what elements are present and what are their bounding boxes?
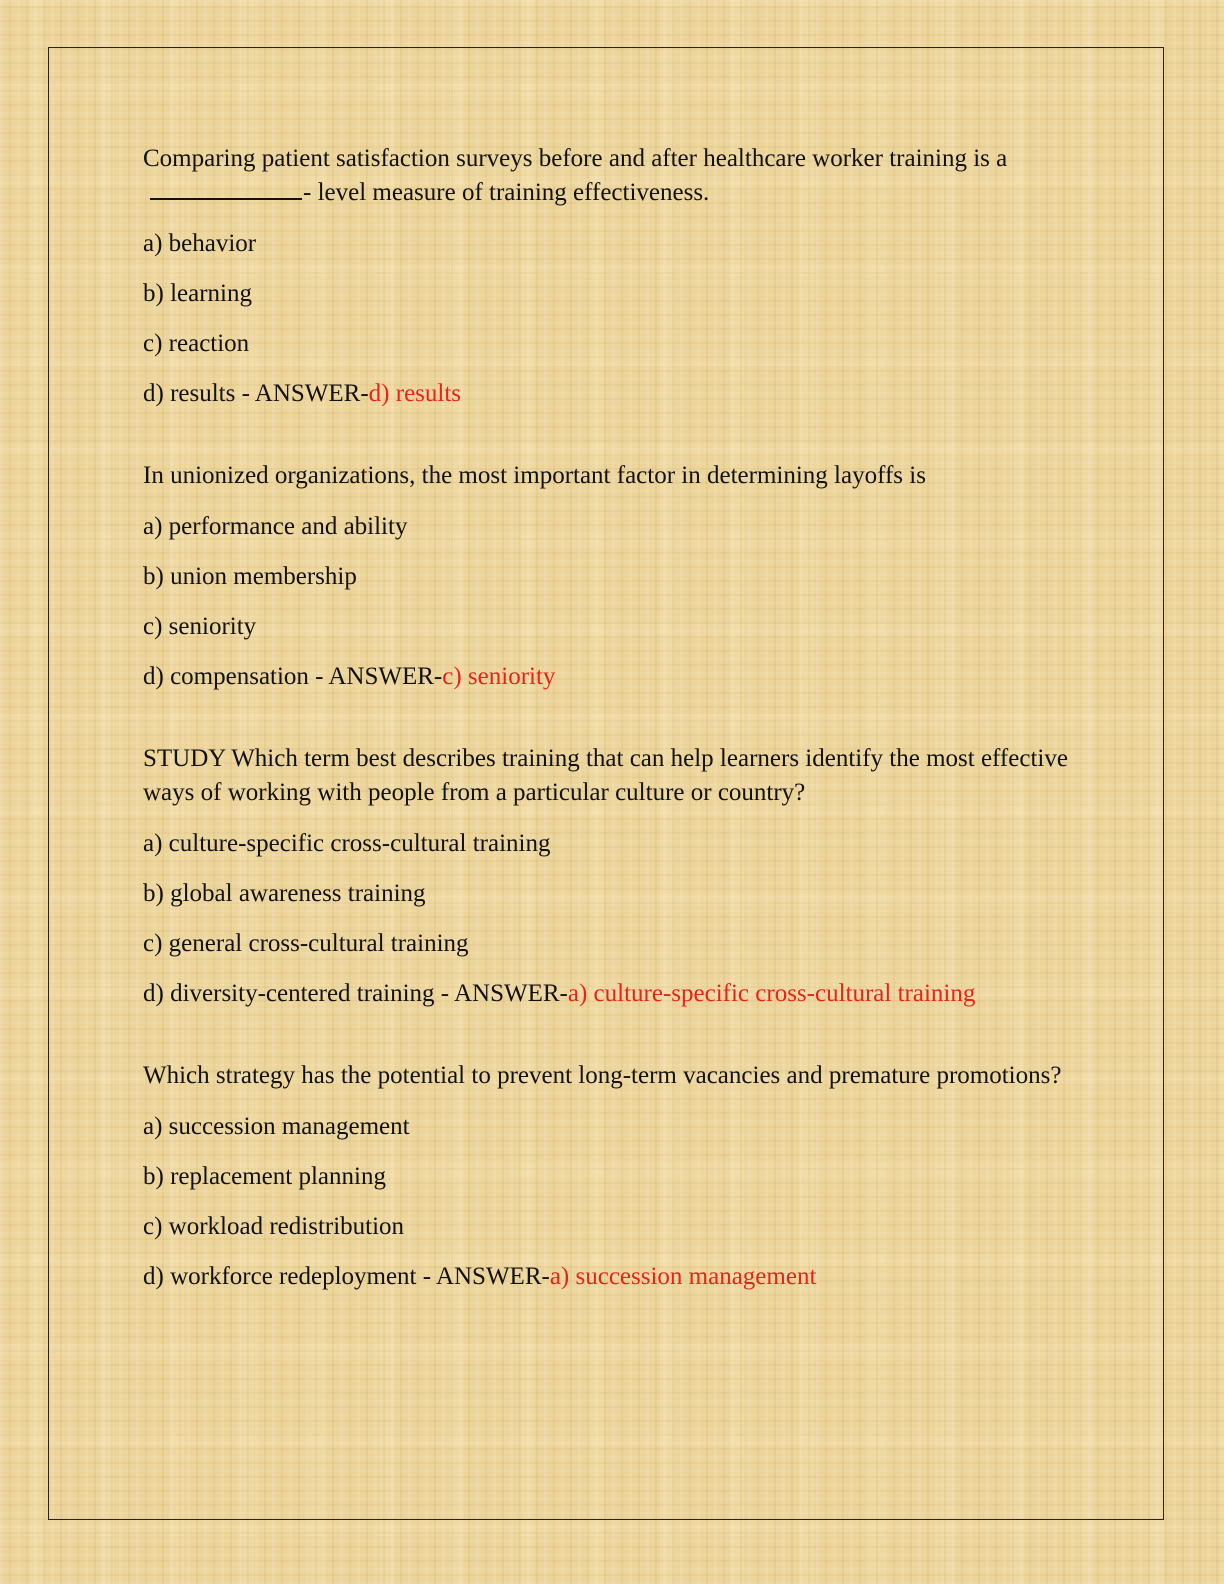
option-a: a) culture-specific cross-cultural training [143, 830, 551, 857]
option-c: c) workload redistribution [143, 1213, 405, 1240]
document-content [143, 142, 1083, 1342]
option-d-with-answer [143, 377, 1083, 411]
option-c: c) general cross-cultural training [143, 930, 469, 957]
answer-text: d) results [368, 380, 462, 407]
option-b: b) union membership [143, 563, 357, 590]
option-d: d) results - ANSWER- [143, 380, 369, 407]
option-b: b) replacement planning [143, 1163, 386, 1190]
option-d-with-answer [143, 660, 1083, 694]
option-d: d) diversity-centered training - ANSWER- [143, 980, 568, 1007]
option-c: c) reaction [143, 330, 250, 357]
question-1 [143, 142, 1083, 411]
option-a: a) performance and ability [143, 513, 408, 540]
option-d-with-answer [143, 1260, 1083, 1294]
question-stem: Which strategy has the potential to prevent long-term vacancies and premature promotions? [143, 1062, 1062, 1089]
question-4 [143, 1059, 1083, 1294]
fill-in-blank [150, 176, 302, 200]
question-stem [143, 142, 1083, 210]
option-d-with-answer [143, 977, 1083, 1011]
answer-text: a) culture-specific cross-cultural training [567, 980, 976, 1007]
option-b: b) global awareness training [143, 880, 426, 907]
option-a: a) behavior [143, 230, 257, 257]
question-stem: STUDY Which term best describes training that can help learners identify the most effective ways of working with people from a particular culture or country? [143, 745, 1068, 806]
question-3 [143, 742, 1083, 1011]
option-d: d) compensation - ANSWER- [143, 663, 443, 690]
question-stem: In unionized organizations, the most important factor in determining layoffs is [143, 462, 926, 489]
answer-text: a) succession management [549, 1263, 817, 1290]
option-d: d) workforce redeployment - ANSWER- [143, 1263, 550, 1290]
answer-text: c) seniority [442, 663, 556, 690]
question-stem-before-blank: Comparing patient satisfaction surveys before and after healthcare worker training is a [143, 145, 1008, 172]
option-c: c) seniority [143, 613, 257, 640]
question-stem-after-blank: - level measure of training effectiveness. [303, 179, 710, 206]
question-2 [143, 459, 1083, 694]
option-a: a) succession management [143, 1113, 410, 1140]
option-b: b) learning [143, 280, 252, 307]
